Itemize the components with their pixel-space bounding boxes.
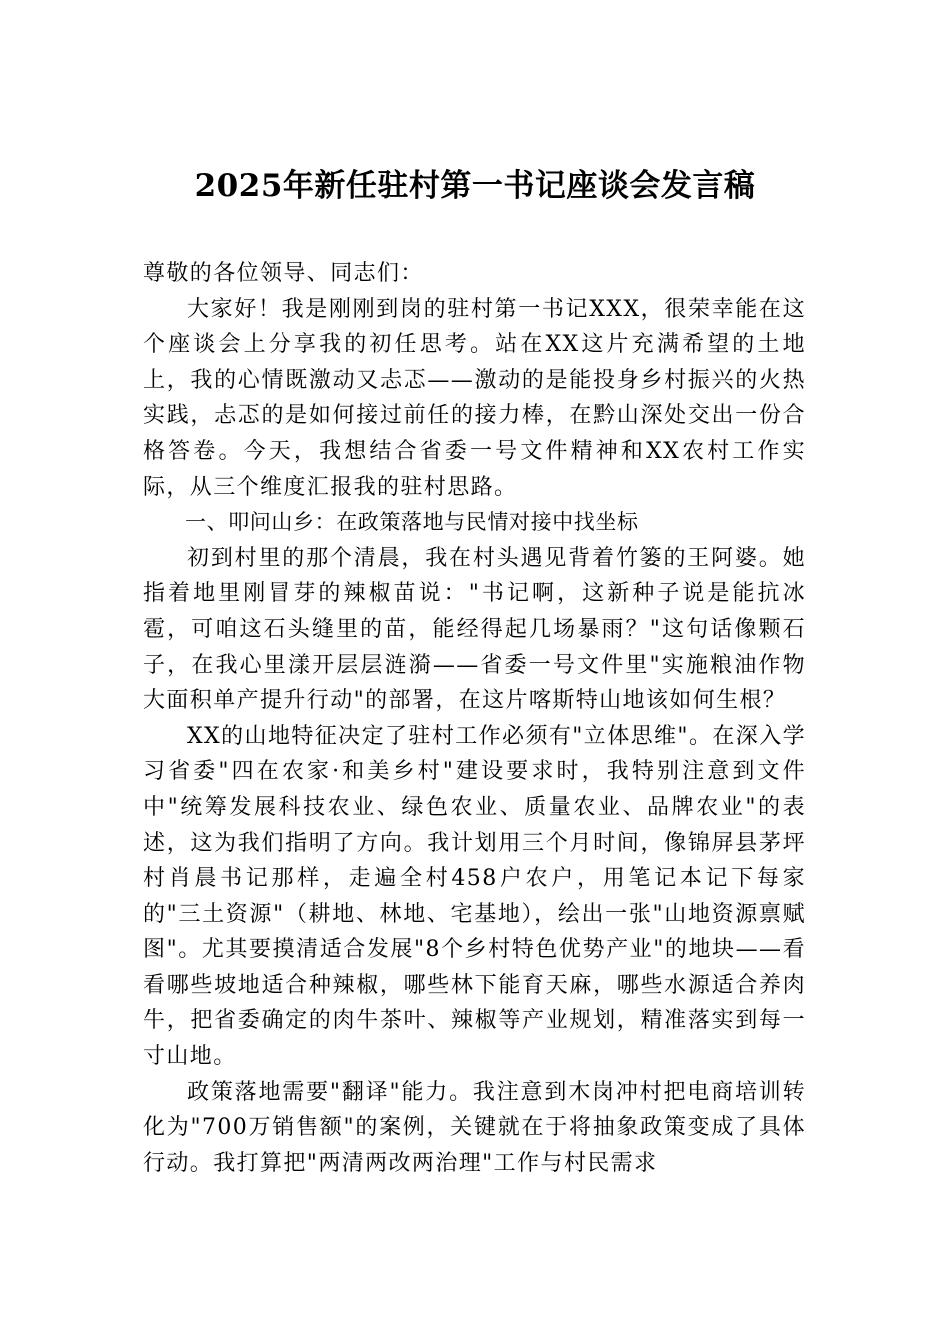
salutation: 尊敬的各位领导、同志们：	[143, 261, 424, 286]
intro-paragraph: 大家好！我是刚刚到岗的驻村第一书记XXX，很荣幸能在这个座谈会上分享我的初任思考。站在XX这片充满希望的土地上，我的心情既激动又忐忑——激动的是能投身乡村振兴的火热实践，忐忑的是如何接过前任的接力棒，在黔山深处交出一份合格答卷。今天，我想结合省委一号文件精神和XX农村工作实际，从三个维度汇报我的驻村思路。	[143, 296, 806, 500]
document-body	[143, 256, 806, 1181]
section1-paragraph-3: 政策落地需要"翻译"能力。我注意到木岗冲村把电商培训转化为"700万销售额"的案例，关键就在于将抽象政策变成了具体行动。我打算把"两清两改两治理"工作与村民需求	[143, 1079, 806, 1176]
section1-paragraph-1: 初到村里的那个清晨，我在村头遇见背着竹篓的王阿婆。她指着地里刚冒芽的辣椒苗说："书记啊，这新种子说是能抗冰雹，可咱这石头缝里的苗，能经得起几场暴雨？"这句话像颗石子，在我心里漾开层层涟漪——省委一号文件里"实施粮油作物大面积单产提升行动"的部署，在这片喀斯特山地该如何生根？	[143, 545, 806, 714]
document-title: 2025年新任驻村第一书记座谈会发言稿	[194, 168, 756, 204]
section-heading-1: 一、叩问山乡：在政策落地与民情对接中找坐标	[185, 510, 639, 535]
section1-paragraph-2: XX的山地特征决定了驻村工作必须有"立体思维"。在深入学习省委"四在农家·和美乡村"建设要求时，我特别注意到文件中"统筹发展科技农业、绿色农业、质量农业、品牌农业"的表述，这为我们指明了方向。我计划用三个月时间，像锦屏县茅坪村肖晨书记那样，走遍全村458户农户，用笔记本记下每家的"三土资源"（耕地、林地、宅基地），绘出一张"山地资源禀赋图"。尤其要摸清适合发展"8个乡村特色优势产业"的地块——看看哪些坡地适合种辣椒，哪些林下能育天麻，哪些水源适合养肉牛，把省委确定的肉牛茶叶、辣椒等产业规划，精准落实到每一寸山地。	[143, 723, 806, 1070]
